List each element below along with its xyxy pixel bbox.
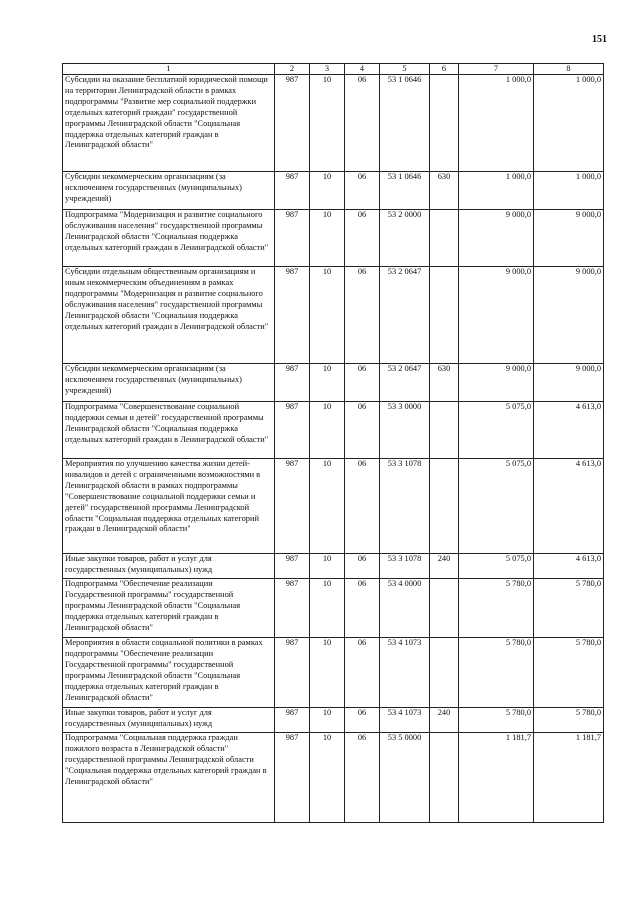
cell-amount-2: 5 780,0 xyxy=(534,708,604,733)
table-row xyxy=(63,402,604,459)
cell-section: 10 xyxy=(310,364,345,402)
cell-ministry: 987 xyxy=(275,459,310,554)
table-row xyxy=(63,733,604,823)
row-name: Иные закупки товаров, работ и услуг для государственных (муниципальных) нужд xyxy=(63,708,275,733)
cell-amount-1: 9 000,0 xyxy=(459,267,534,364)
row-name: Подпрограмма "Обеспечение реализации Государственной программы" государственной программы Ленинградской области "Социальная поддержка отдельных категорий граждан в Ленинградской области" xyxy=(63,579,275,638)
cell-expense-type: 240 xyxy=(430,554,459,579)
row-name: Субсидии некоммерческим организациям (за исключением государственных (муниципальных) учреждений) xyxy=(63,172,275,210)
cell-expense-type xyxy=(430,267,459,364)
row-name: Иные закупки товаров, работ и услуг для государственных (муниципальных) нужд xyxy=(63,554,275,579)
header-row xyxy=(63,64,604,75)
cell-subsection: 06 xyxy=(345,459,380,554)
cell-subsection: 06 xyxy=(345,733,380,823)
table-row xyxy=(63,638,604,708)
header-cell: 6 xyxy=(430,64,459,75)
cell-subsection: 06 xyxy=(345,579,380,638)
cell-section: 10 xyxy=(310,638,345,708)
cell-target-code: 53 1 0646 xyxy=(380,172,430,210)
cell-ministry: 987 xyxy=(275,364,310,402)
row-name: Субсидии отдельным общественным организациям и иным некоммерческим объединениям в рамках подпрограммы "Модернизация и развитие социального обслуживания населения" государственной программы Ленинградской области "Социальная поддержка отдельных категорий граждан в Ленинградской области" xyxy=(63,267,275,364)
table-row xyxy=(63,172,604,210)
header-cell: 7 xyxy=(459,64,534,75)
cell-subsection: 06 xyxy=(345,75,380,172)
cell-subsection: 06 xyxy=(345,210,380,267)
cell-ministry: 987 xyxy=(275,267,310,364)
cell-ministry: 987 xyxy=(275,402,310,459)
cell-section: 10 xyxy=(310,210,345,267)
cell-section: 10 xyxy=(310,733,345,823)
cell-amount-1: 5 780,0 xyxy=(459,708,534,733)
table-row xyxy=(63,210,604,267)
cell-amount-2: 1 000,0 xyxy=(534,75,604,172)
table-row xyxy=(63,579,604,638)
cell-expense-type xyxy=(430,579,459,638)
cell-subsection: 06 xyxy=(345,708,380,733)
cell-target-code: 53 2 0647 xyxy=(380,267,430,364)
budget-table xyxy=(62,63,604,823)
table-row xyxy=(63,267,604,364)
cell-section: 10 xyxy=(310,75,345,172)
table-row xyxy=(63,708,604,733)
cell-target-code: 53 1 0646 xyxy=(380,75,430,172)
header-cell: 2 xyxy=(275,64,310,75)
cell-expense-type: 630 xyxy=(430,364,459,402)
cell-section: 10 xyxy=(310,579,345,638)
cell-amount-1: 1 181,7 xyxy=(459,733,534,823)
cell-amount-2: 1 000,0 xyxy=(534,172,604,210)
cell-ministry: 987 xyxy=(275,579,310,638)
cell-amount-2: 1 181,7 xyxy=(534,733,604,823)
cell-ministry: 987 xyxy=(275,75,310,172)
cell-ministry: 987 xyxy=(275,172,310,210)
cell-amount-2: 9 000,0 xyxy=(534,210,604,267)
row-name: Субсидии некоммерческим организациям (за исключением государственных (муниципальных) учреждений) xyxy=(63,364,275,402)
header-cell: 3 xyxy=(310,64,345,75)
cell-amount-1: 5 780,0 xyxy=(459,638,534,708)
cell-target-code: 53 3 1078 xyxy=(380,459,430,554)
cell-target-code: 53 3 1078 xyxy=(380,554,430,579)
cell-section: 10 xyxy=(310,708,345,733)
cell-amount-1: 1 000,0 xyxy=(459,172,534,210)
table-row xyxy=(63,554,604,579)
cell-section: 10 xyxy=(310,459,345,554)
cell-ministry: 987 xyxy=(275,554,310,579)
cell-amount-2: 9 000,0 xyxy=(534,267,604,364)
cell-subsection: 06 xyxy=(345,554,380,579)
cell-amount-1: 5 075,0 xyxy=(459,402,534,459)
cell-target-code: 53 3 0000 xyxy=(380,402,430,459)
row-name: Подпрограмма "Социальная поддержка граждан пожилого возраста в Ленинградской области" государственной программы Ленинградской области "Социальная поддержка отдельных категорий граждан в Ленинградской области" xyxy=(63,733,275,823)
cell-expense-type xyxy=(430,459,459,554)
cell-expense-type: 630 xyxy=(430,172,459,210)
header-cell: 5 xyxy=(380,64,430,75)
cell-section: 10 xyxy=(310,267,345,364)
header-cell: 1 xyxy=(63,64,275,75)
row-name: Подпрограмма "Модернизация и развитие социального обслуживания населения" государственной программы Ленинградской области "Социальная поддержка отдельных категорий граждан в Ленинградской области" xyxy=(63,210,275,267)
cell-target-code: 53 2 0000 xyxy=(380,210,430,267)
row-name: Субсидии на оказание бесплатной юридической помощи на территории Ленинградской области в рамках подпрограммы "Развитие мер социальной поддержки отдельных категорий граждан" государственной программы Ленинградской области "Социальная поддержка отдельных категорий граждан в Ленинградской области" xyxy=(63,75,275,172)
cell-expense-type xyxy=(430,638,459,708)
cell-section: 10 xyxy=(310,554,345,579)
cell-section: 10 xyxy=(310,172,345,210)
cell-expense-type xyxy=(430,733,459,823)
cell-amount-1: 5 075,0 xyxy=(459,459,534,554)
cell-amount-1: 5 780,0 xyxy=(459,579,534,638)
page-number: 151 xyxy=(592,34,607,45)
header-cell: 4 xyxy=(345,64,380,75)
row-name: Подпрограмма "Совершенствование социальной поддержки семьи и детей" государственной программы Ленинградской области "Социальная поддержка отдельных категорий граждан в Ленинградской области" xyxy=(63,402,275,459)
cell-target-code: 53 2 0647 xyxy=(380,364,430,402)
table-row xyxy=(63,459,604,554)
cell-subsection: 06 xyxy=(345,267,380,364)
table-row xyxy=(63,75,604,172)
cell-target-code: 53 5 0000 xyxy=(380,733,430,823)
cell-ministry: 987 xyxy=(275,638,310,708)
header-cell: 8 xyxy=(534,64,604,75)
cell-subsection: 06 xyxy=(345,638,380,708)
table-row xyxy=(63,364,604,402)
cell-ministry: 987 xyxy=(275,708,310,733)
cell-amount-2: 9 000,0 xyxy=(534,364,604,402)
cell-target-code: 53 4 1073 xyxy=(380,708,430,733)
cell-amount-2: 4 613,0 xyxy=(534,459,604,554)
cell-target-code: 53 4 1073 xyxy=(380,638,430,708)
cell-amount-1: 5 075,0 xyxy=(459,554,534,579)
cell-ministry: 987 xyxy=(275,210,310,267)
cell-ministry: 987 xyxy=(275,733,310,823)
row-name: Мероприятия по улучшению качества жизни детей-инвалидов и детей с ограниченными возможностями в Ленинградской области в рамках подпрограммы "Совершенствование социальной поддержки семьи и детей" государственной программы Ленинградской области "Социальная поддержка отдельных категорий граждан в Ленинградской области" xyxy=(63,459,275,554)
cell-expense-type: 240 xyxy=(430,708,459,733)
cell-amount-2: 5 780,0 xyxy=(534,638,604,708)
cell-amount-1: 9 000,0 xyxy=(459,364,534,402)
cell-amount-2: 4 613,0 xyxy=(534,402,604,459)
cell-amount-2: 4 613,0 xyxy=(534,554,604,579)
cell-expense-type xyxy=(430,402,459,459)
cell-subsection: 06 xyxy=(345,172,380,210)
cell-subsection: 06 xyxy=(345,402,380,459)
row-name: Мероприятия в области социальной политики в рамках подпрограммы "Обеспечение реализации Государственной программы" государственной программы Ленинградской области "Социальная поддержка отдельных категорий граждан в Ленинградской области" xyxy=(63,638,275,708)
cell-amount-2: 5 780,0 xyxy=(534,579,604,638)
cell-expense-type xyxy=(430,75,459,172)
cell-expense-type xyxy=(430,210,459,267)
cell-amount-1: 1 000,0 xyxy=(459,75,534,172)
cell-subsection: 06 xyxy=(345,364,380,402)
cell-amount-1: 9 000,0 xyxy=(459,210,534,267)
cell-target-code: 53 4 0000 xyxy=(380,579,430,638)
cell-section: 10 xyxy=(310,402,345,459)
